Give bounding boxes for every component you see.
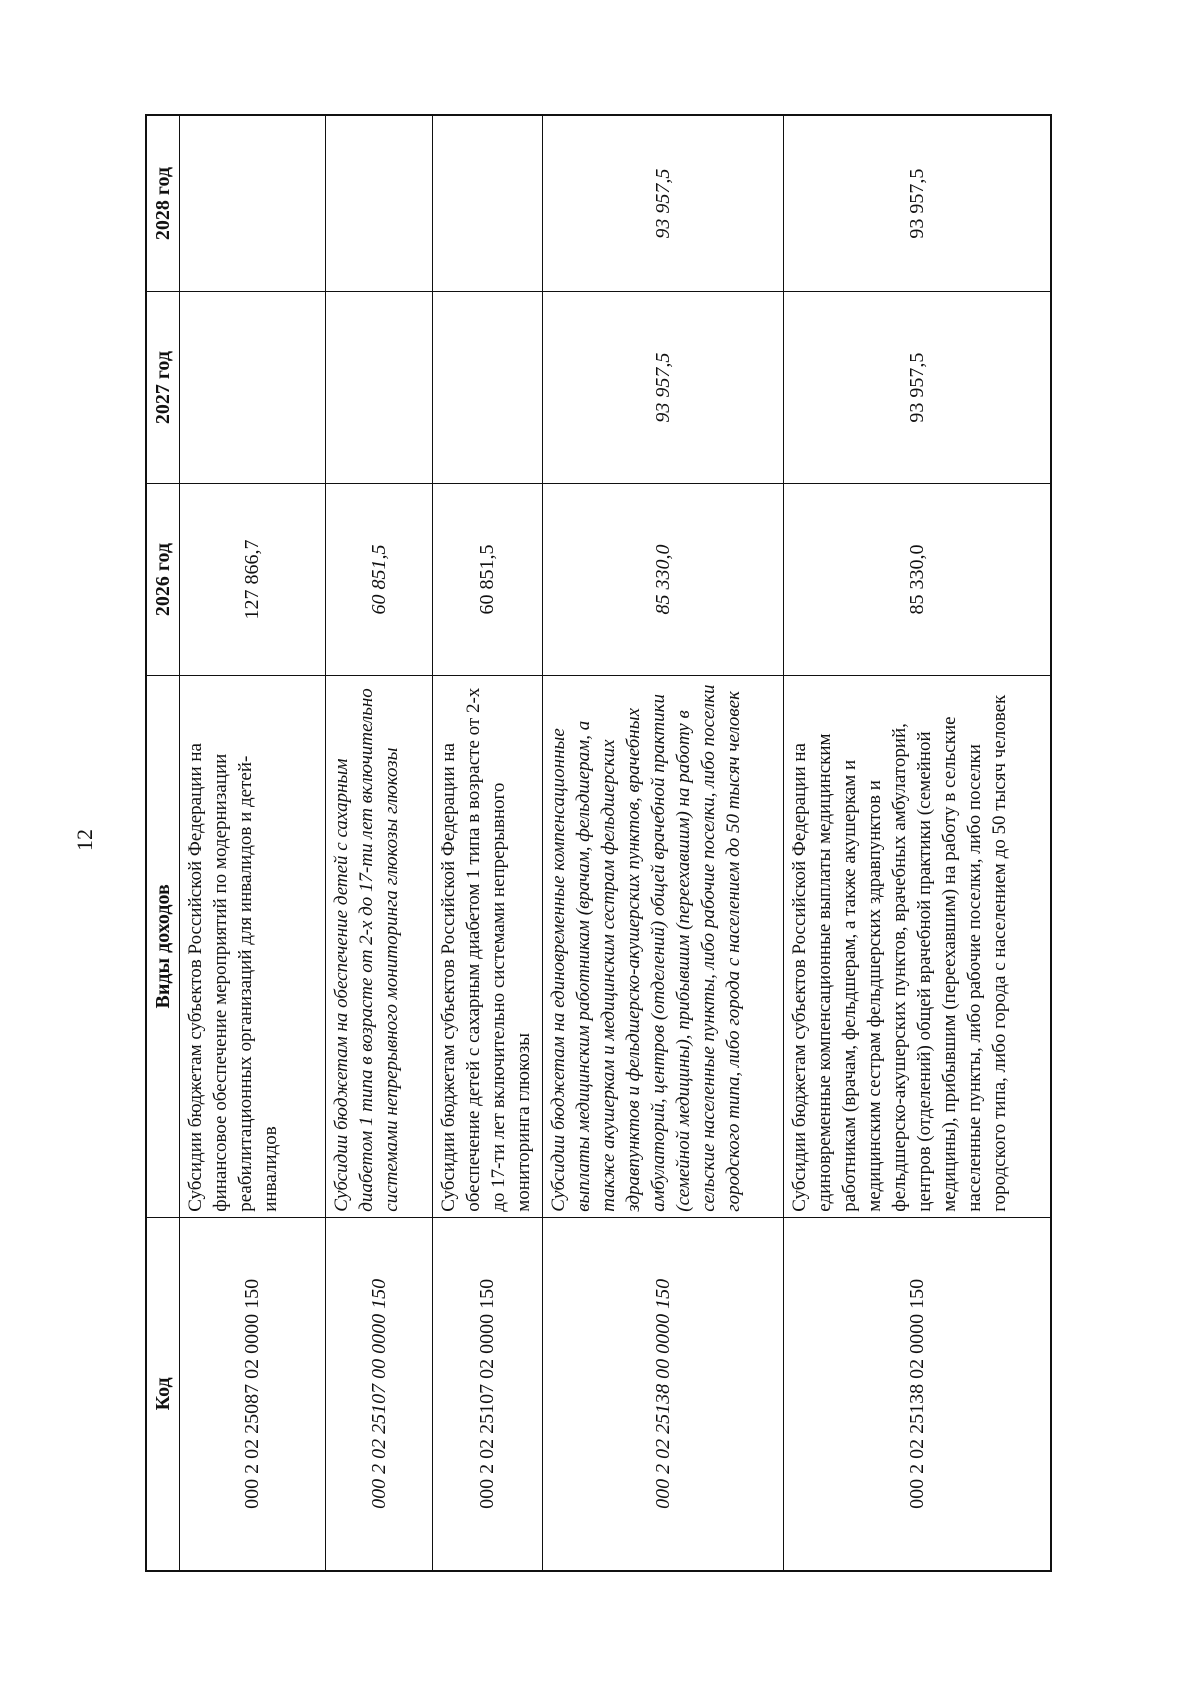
row-value-2026: 60 851,5	[433, 484, 543, 676]
page-number: 12	[72, 829, 97, 851]
row-revenue-type: Субсидии бюджетам субъектов Российской Федерации на финансовое обеспечение мероприятий по модернизации реабилитационных организаций для инвалидов и детей-инвалидов	[180, 676, 326, 1218]
row-value-2027: 93 957,5	[784, 292, 1052, 484]
row-value-2026: 85 330,0	[784, 484, 1052, 676]
table-row	[784, 115, 1052, 1571]
header-year-2028: 2028 год	[146, 115, 180, 292]
rotated-table-container	[145, 114, 1052, 1572]
row-revenue-type: Субсидии бюджетам на единовременные компенсационные выплаты медицинским работникам (врачам, фельдшерам, а также акушеркам и медицинским сестрам фельдшерских здравпунктов и фельдшерско-акушерских пунктов, врачебных амбулаторий, центров (отделений) общей врачебной практики (семейной медицины), прибывшим (переехавшим) на работу в сельские населенные пункты, либо рабочие поселки, либо поселки городского типа, либо города с населением до 50 тысяч человек	[543, 676, 784, 1218]
row-code: 000 2 02 25138 00 0000 150	[543, 1217, 784, 1571]
revenue-table	[145, 114, 1052, 1572]
row-code: 000 2 02 25138 02 0000 150	[784, 1217, 1052, 1571]
row-revenue-type: Субсидии бюджетам субъектов Российской Федерации на обеспечение детей с сахарным диабетом 1 типа в возрасте от 2-х до 17-ти лет включительно системами непрерывного мониторинга глюкозы	[433, 676, 543, 1218]
row-code: 000 2 02 25107 00 0000 150	[326, 1217, 433, 1571]
row-value-2027	[180, 292, 326, 484]
table-row	[326, 115, 433, 1571]
table-row	[543, 115, 784, 1571]
header-revenue-type: Виды доходов	[146, 676, 180, 1218]
row-value-2028: 93 957,5	[543, 115, 784, 292]
row-revenue-type: Субсидии бюджетам субъектов Российской Федерации на единовременные компенсационные выплаты медицинским работникам (врачам, фельдшерам, а также акушеркам и медицинским сестрам фельдшерских здравпунктов и фельдшерско-акушерских пунктов, врачебных амбулаторий, центров (отделений) общей врачебной практики (семейной медицины), прибывшим (переехавшим) на работу в сельские населенные пункты, либо рабочие поселки, либо поселки городского типа, либо города с населением до 50 тысяч человек	[784, 676, 1052, 1218]
row-value-2026: 127 866,7	[180, 484, 326, 676]
row-value-2026: 85 330,0	[543, 484, 784, 676]
table-row	[433, 115, 543, 1571]
row-value-2028	[180, 115, 326, 292]
header-year-2026: 2026 год	[146, 484, 180, 676]
row-value-2027	[433, 292, 543, 484]
row-code: 000 2 02 25087 02 0000 150	[180, 1217, 326, 1571]
header-code: Код	[146, 1217, 180, 1571]
row-code: 000 2 02 25107 02 0000 150	[433, 1217, 543, 1571]
table-header-row	[146, 115, 180, 1571]
row-value-2028	[326, 115, 433, 292]
row-value-2027	[326, 292, 433, 484]
row-value-2028	[433, 115, 543, 292]
row-value-2027: 93 957,5	[543, 292, 784, 484]
header-year-2027: 2027 год	[146, 292, 180, 484]
row-value-2028: 93 957,5	[784, 115, 1052, 292]
row-value-2026: 60 851,5	[326, 484, 433, 676]
table-row	[180, 115, 326, 1571]
row-revenue-type: Субсидии бюджетам на обеспечение детей с сахарным диабетом 1 типа в возрасте от 2-х до 17-ти лет включительно системами непрерывного мониторинга глюкозы глюкозы	[326, 676, 433, 1218]
